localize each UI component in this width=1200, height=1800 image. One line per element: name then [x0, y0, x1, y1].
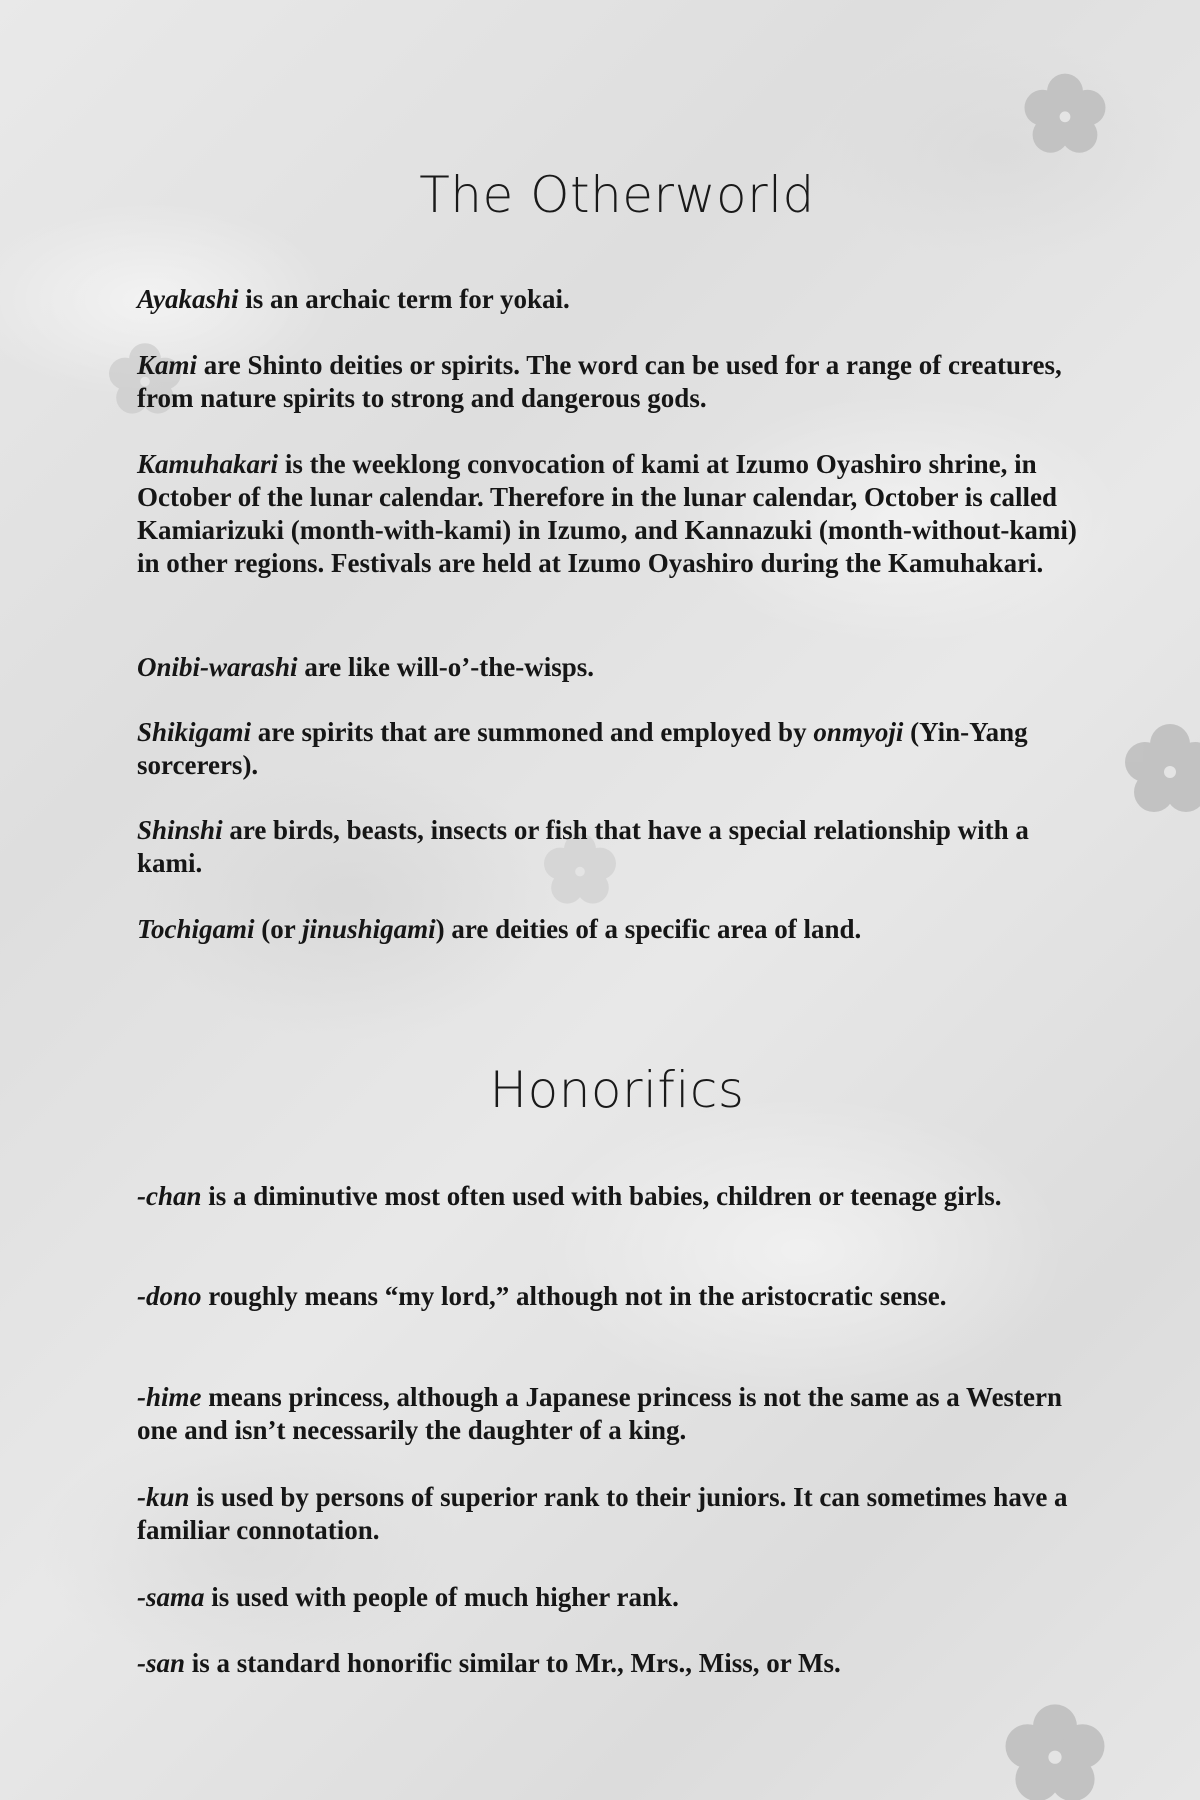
glossary-entry-shikigami [137, 716, 1097, 782]
glossary-entry-ayakashi [137, 283, 1097, 316]
entry-term: -hime [137, 1382, 202, 1412]
entry-term: -dono [137, 1281, 202, 1311]
glossary-entry-kamuhakari [137, 448, 1097, 580]
entry-term: -kun [137, 1482, 190, 1512]
entry-text-secondary: ) are deities of a specific area of land. [435, 914, 862, 944]
entry-text: are spirits that are summoned and employed by [251, 717, 814, 747]
entry-text: are like will-o’-the-wisps. [297, 652, 595, 682]
entry-text: is the weeklong convocation of kami at Izumo Oyashiro shrine, in October of the lunar calendar. Therefore in the lunar calendar, October is called Kamiarizuki (month-with-kami) in Izumo, and Kannazuki (month-without-kami) in other regions. Festivals are held at Izumo Oyashiro during the Kamuhakari. [137, 449, 1077, 578]
entry-term: Kami [137, 350, 198, 380]
entry-term: -sama [137, 1582, 205, 1612]
entry-term: Tochigami [137, 914, 255, 944]
honorifics-title: Honorifics [489, 1061, 745, 1119]
honorific-entry-sama [137, 1581, 1097, 1614]
honorific-entry-san [137, 1647, 1097, 1680]
otherworld-title: The Otherworld [419, 166, 815, 224]
entry-term: -chan [137, 1181, 202, 1211]
entry-text: is a diminutive most often used with babies, children or teenage girls. [201, 1181, 1002, 1211]
entry-text: roughly means “my lord,” although not in the aristocratic sense. [201, 1281, 947, 1311]
entry-text: are birds, beasts, insects or fish that have a special relationship with a kami. [137, 815, 1029, 878]
flower-decoration-icon [1120, 720, 1200, 820]
honorific-entry-kun [137, 1481, 1097, 1547]
entry-term: -san [137, 1648, 186, 1678]
entry-text: means princess, although a Japanese princess is not the same as a Western one and isn’t necessarily the daughter of a king. [137, 1382, 1063, 1445]
entry-term-secondary: jinushigami [302, 914, 436, 944]
entry-text: is an archaic term for yokai. [238, 284, 570, 314]
glossary-entry-tochigami [137, 913, 1097, 946]
glossary-entry-onibi-warashi [137, 651, 1097, 684]
entry-text-secondary: (Yin-Yang sorcerers). [137, 717, 1028, 780]
entry-term: Ayakashi [137, 284, 239, 314]
flower-decoration-icon [1020, 70, 1110, 160]
entry-text: (or [254, 914, 303, 944]
entry-term: Shinshi [137, 815, 223, 845]
entry-term-secondary: onmyoji [813, 717, 904, 747]
glossary-entry-kami [137, 349, 1097, 415]
entry-text: are Shinto deities or spirits. The word can be used for a range of creatures, from nature spirits to strong and dangerous gods. [137, 350, 1062, 413]
entry-term: Shikigami [137, 717, 252, 747]
entry-text: is used by persons of superior rank to their juniors. It can sometimes have a familiar connotation. [137, 1482, 1068, 1545]
honorific-entry-chan [137, 1180, 1097, 1213]
entry-term: Onibi-warashi [137, 652, 298, 682]
entry-term: Kamuhakari [137, 449, 279, 479]
entry-text: is used with people of much higher rank. [204, 1582, 679, 1612]
glossary-entry-shinshi [137, 814, 1097, 880]
flower-decoration-icon [1000, 1700, 1110, 1800]
honorific-entry-hime [137, 1381, 1097, 1447]
entry-text: is a standard honorific similar to Mr., Mrs., Miss, or Ms. [185, 1648, 841, 1678]
honorific-entry-dono [137, 1280, 1097, 1313]
